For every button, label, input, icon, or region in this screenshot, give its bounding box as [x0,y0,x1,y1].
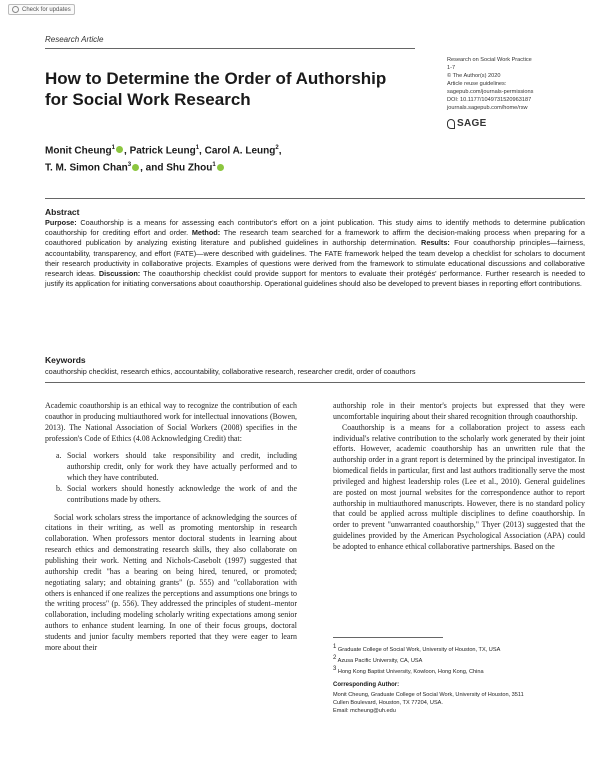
journal-url[interactable]: journals.sagepub.com/home/rsw [447,105,528,111]
journal-copyright: © The Author(s) 2020 [447,73,501,79]
footnote [333,654,588,665]
affiliation-footnotes [333,643,588,676]
article-type: Research Article [45,35,104,44]
footnote-text: Azusa Pacific University, CA, USA [337,657,423,664]
author: Shu Zhou [166,162,213,174]
author: Monit Cheung [45,145,112,157]
author-separator: , [124,145,130,157]
check-updates-label: Check for updates [22,6,71,13]
list-item-text: Social workers should honestly acknowledge the work of and the contributions made by others. [67,483,297,504]
footnote [333,665,588,676]
discussion-text: The coauthorship checklist could provide support for mentors to evaluate their protégés' performance. Further research is needed to justify its application for initiating conversations about coauthorship. Operational guidelines should also be developed to prevent biases in reporting effort contributions. [45,269,586,289]
header-divider [45,48,415,49]
purpose-label: Purpose: [45,218,77,227]
list-item-label: b. [56,483,62,493]
footnote-text: Hong Kong Baptist University, Kowloon, Hong Kong, China [337,668,484,675]
author-separator: , [199,145,205,157]
body-paragraph: Social work scholars stress the importance of acknowledging the sources of citations in their writing, as well as promoting mentorship in research collaboration. When professors mentor doctoral students in learning about research ethics and demonstrating research skills, they also collaborate on publishing their work. Netting and Nichols-Casebolt (1997) suggested that authorship credit "has a bearing on being hired, tenured, or promoted; negotiating salary; and obtaining grants" (p. 555) and "collaboration with others is enhanced if one realizes the perceptions and assumptions one brings to the writing process" (p. 556). They addressed the principles of student–mentor collaboration, including modeling scholarly writing expectations among senior authors to enhance student learning. In one of their focus groups, doctoral students and junior faculty members reported that they were eager to learn more about their [45,512,297,652]
journal-permissions-link[interactable]: sagepub.com/journals-permissions [447,89,534,95]
body-column-left [45,401,297,654]
method-text: The research team searched for a framework to affirm the decision-making process when preparing for a coauthored publication by analyzing existing literature and published guidelines in authorship determination. [45,228,585,248]
author-affiliation: 1 [212,162,216,169]
footnote-number: 1 [333,644,337,650]
purpose-text: Coauthorship is a means for assessing each contributor's effort on a joint publication. This study aims to identify methods to determine publication coauthorship for crediting effort and order. [45,218,585,238]
corresponding-author-details [333,691,588,716]
footnote-divider [333,637,443,638]
abstract-heading: Abstract [45,207,80,217]
check-for-updates-badge[interactable] [8,4,75,15]
correspondence-email[interactable]: Email: mcheung@uh.edu [333,708,396,715]
sage-logo [447,118,487,129]
keywords-text: coauthorship checklist, research ethics, accountability, collaborative research, researcher credit, order of coauthors [45,367,416,376]
method-label: Method: [191,228,221,238]
keywords-divider [45,382,585,383]
article-title [45,68,425,110]
corresponding-author-heading: Corresponding Author: [333,682,400,688]
abstract-text [45,218,585,289]
list-item [45,484,297,506]
journal-name: Research on Social Work Practice [447,57,532,63]
list-item-label: a. [56,451,62,461]
correspondence-line: Cullen Boulevard, Houston, TX 77204, USA. [333,700,443,707]
orcid-icon[interactable] [217,164,224,171]
author: T. M. Simon Chan [45,162,128,174]
body-paragraph: Academic coauthorship is an ethical way to recognize the contribution of each coauthor in producing multiauthored work for intellectual innovations (Bowen, 2013). The National Association of Social Workers (2008) specifies in the profession's Code of Ethics (4.08 Acknowledging Credit) that: [45,401,297,443]
body-paragraph: authorship role in their mentor's projects but expressed that they were uncomfortable inquiring about their shared recognition through coauthorship. [333,401,585,421]
author-separator: , [278,145,282,157]
title-line-2: for Social Work Research [45,90,251,109]
author: Carol A. Leung [204,145,276,157]
footnote-number: 2 [333,655,337,662]
footnote [333,643,588,654]
author-affiliation: 1 [195,145,200,151]
results-label: Results: [421,238,450,248]
title-line-1: How to Determine the Order of Authorship [45,69,387,88]
check-updates-icon [12,6,19,13]
results-text: Four coauthorship principles—fairness, accountability, transparency, and effort (FATE)—were described with guidelines. The FATE framework helped the team develop a checklist for scholars to document their research productivity in collaborative projects. Examples of questions were derived from the framework to stimulate educational discussions and collaborative research ideas. [45,238,586,279]
sage-logo-icon [447,119,455,129]
orcid-icon[interactable] [132,164,139,171]
correspondence-line: Monit Cheung, Graduate College of Social Work, University of Houston, 3511 [333,692,524,698]
author-list [45,141,405,176]
discussion-label: Discussion: [98,269,141,279]
author: Patrick Leung [129,145,196,157]
keywords-heading: Keywords [45,355,86,365]
footnote-number: 3 [333,666,337,673]
journal-doi[interactable]: DOI: 10.1177/1049731520963187 [447,97,532,103]
author-affiliation: 1 [111,145,115,151]
author-affiliation: 2 [275,145,279,151]
list-item [45,451,297,484]
journal-reuse: Article reuse guidelines: [447,81,507,87]
body-paragraph: Coauthorship is a means for a collaboration project to assess each individual's relative contribution to the scholarly work generated by their joint efforts. However, academic coauthorship has an unwritten rule that the authorship order in a grant report is determined by the principal investigator. In biomedical fields in particular, first and last authors traditionally serve the most privileged and highest leadership roles (Lee et al., 2010). General guidelines are posted on most journal websites for the correspondence author to report authorship in multiauthored manuscripts. However, there is no standard policy that could be applied across multiple disciplines to define coauthorship. In order to prevent "unwarranted coauthorship," Thyer (2013) suggested that the guidelines provided by the American Psychological Association (APA) could be adopted to enhance ethical collaborative partnerships. Based on the [333,422,585,551]
ethics-list [45,451,297,505]
journal-info [447,56,587,112]
author-affiliation: 3 [127,162,132,169]
list-item-text: Social workers should take responsibility and credit, including authorship credit, only for work they have actually performed and to which they have contributed. [67,451,297,483]
body-column-right [333,401,585,553]
sage-logo-text: SAGE [457,118,487,129]
author-separator: , and [140,162,167,174]
journal-pages: 1-7 [447,65,456,71]
footnote-text: Graduate College of Social Work, University of Houston, TX, USA [337,646,501,653]
abstract-divider [45,198,585,199]
orcid-icon[interactable] [116,146,123,153]
